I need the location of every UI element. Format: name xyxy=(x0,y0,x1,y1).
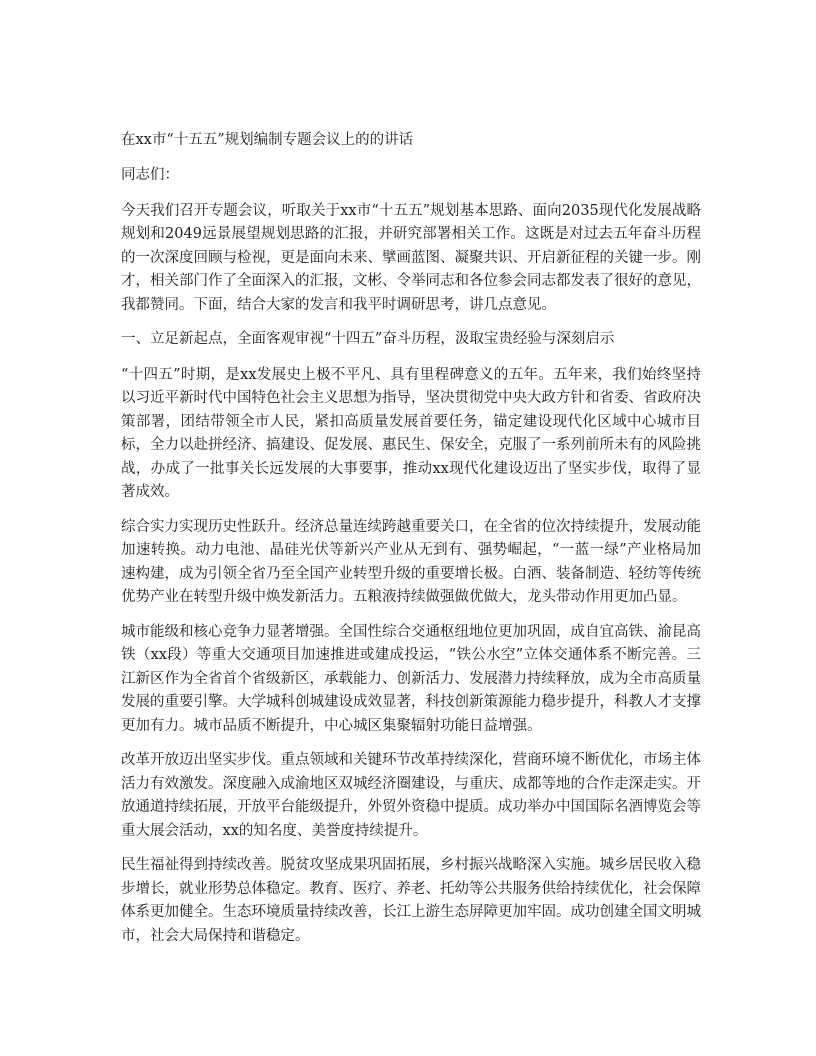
paragraph-reform: 改革开放迈出坚实步伐。重点领域和关键环节改革持续深化，营商环境不断优化，市场主体活力有效激发。深度融入成渝地区双城经济圈建设，与重庆、成都等地的合作走深走实。开放通道持续拓展，开放平台能级提升，外贸外资稳中提质。成功举办中国国际名酒博览会等重大展会活动，xx的知名度、美誉度持续提升。 xyxy=(121,752,701,839)
greeting: 同志们： xyxy=(121,167,179,183)
paragraph-intro: 今天我们召开专题会议，听取关于xx市“十五五”规划基本思路、面向2035现代化发展战略规划和2049远景展望规划思路的汇报，并研究部署相关工作。这既是对过去五年奋斗历程的一次深度回顾与检视，更是面向未来、擘画蓝图、凝聚共识、开启新征程的关键一步。刚才，相关部门作了全面深入的汇报，文彬、令举同志和各位参会同志都发表了很好的意见，我都赞同。下面，结合大家的发言和我平时调研思考，讲几点意见。 xyxy=(121,202,701,313)
paragraph-economy: 综合实力实现历史性跃升。经济总量连续跨越重要关口，在全省的位次持续提升，发展动能加速转换。动力电池、晶硅光伏等新兴产业从无到有、强势崛起，“一蓝一绿”产业格局加速构建，成为引领全省乃至全国产业转型升级的重要增长极。白酒、装备制造、轻纺等传统优势产业在转型升级中焕发新活力。五粮液持续做强做优做大，龙头带动作用更加凸显。 xyxy=(121,518,701,605)
section-heading-1: 一、立足新起点，全面客观审视“十四五”奋斗历程，汲取宝贵经验与深刻启示 xyxy=(121,331,615,347)
document-page xyxy=(121,128,701,959)
paragraph-city: 城市能级和核心竞争力显著增强。全国性综合交通枢纽地位更加巩固，成自宜高铁、渝昆高铁（xx段）等重大交通项目加速推进或建成投运，“铁公水空”立体交通体系不断完善。三江新区作为全省首个省级新区，承载能力、创新活力、发展潜力持续释放，成为全市高质量发展的重要引擎。大学城科创城建设成效显著，科技创新策源能力稳步提升，科教人才支撑更加有力。城市品质不断提升，中心城区集聚辐射功能日益增强。 xyxy=(121,623,701,734)
paragraph-livelihood: 民生福祉得到持续改善。脱贫攻坚成果巩固拓展，乡村振兴战略深入实施。城乡居民收入稳步增长，就业形势总体稳定。教育、医疗、养老、托幼等公共服务供给持续优化，社会保障体系更加健全。生态环境质量持续改善，长江上游生态屏障更加牢固。成功创建全国文明城市，社会大局保持和谐稳定。 xyxy=(121,857,701,944)
paragraph-review: “十四五”时期，是xx发展史上极不平凡、具有里程碑意义的五年。五年来，我们始终坚持以习近平新时代中国特色社会主义思想为指导，坚决贯彻党中央大政方针和省委、省政府决策部署，团结带领全市人民，紧扣高质量发展首要任务，锚定建设现代化区域中心城市目标，全力以赴拼经济、搞建设、促发展、惠民生、保安全，克服了一系列前所未有的风险挑战，办成了一批事关长远发展的大事要事，推动xx现代化建设迈出了坚实步伐，取得了显著成效。 xyxy=(121,366,701,500)
document-title: 在xx市“十五五”规划编制专题会议上的的讲话 xyxy=(121,132,414,148)
